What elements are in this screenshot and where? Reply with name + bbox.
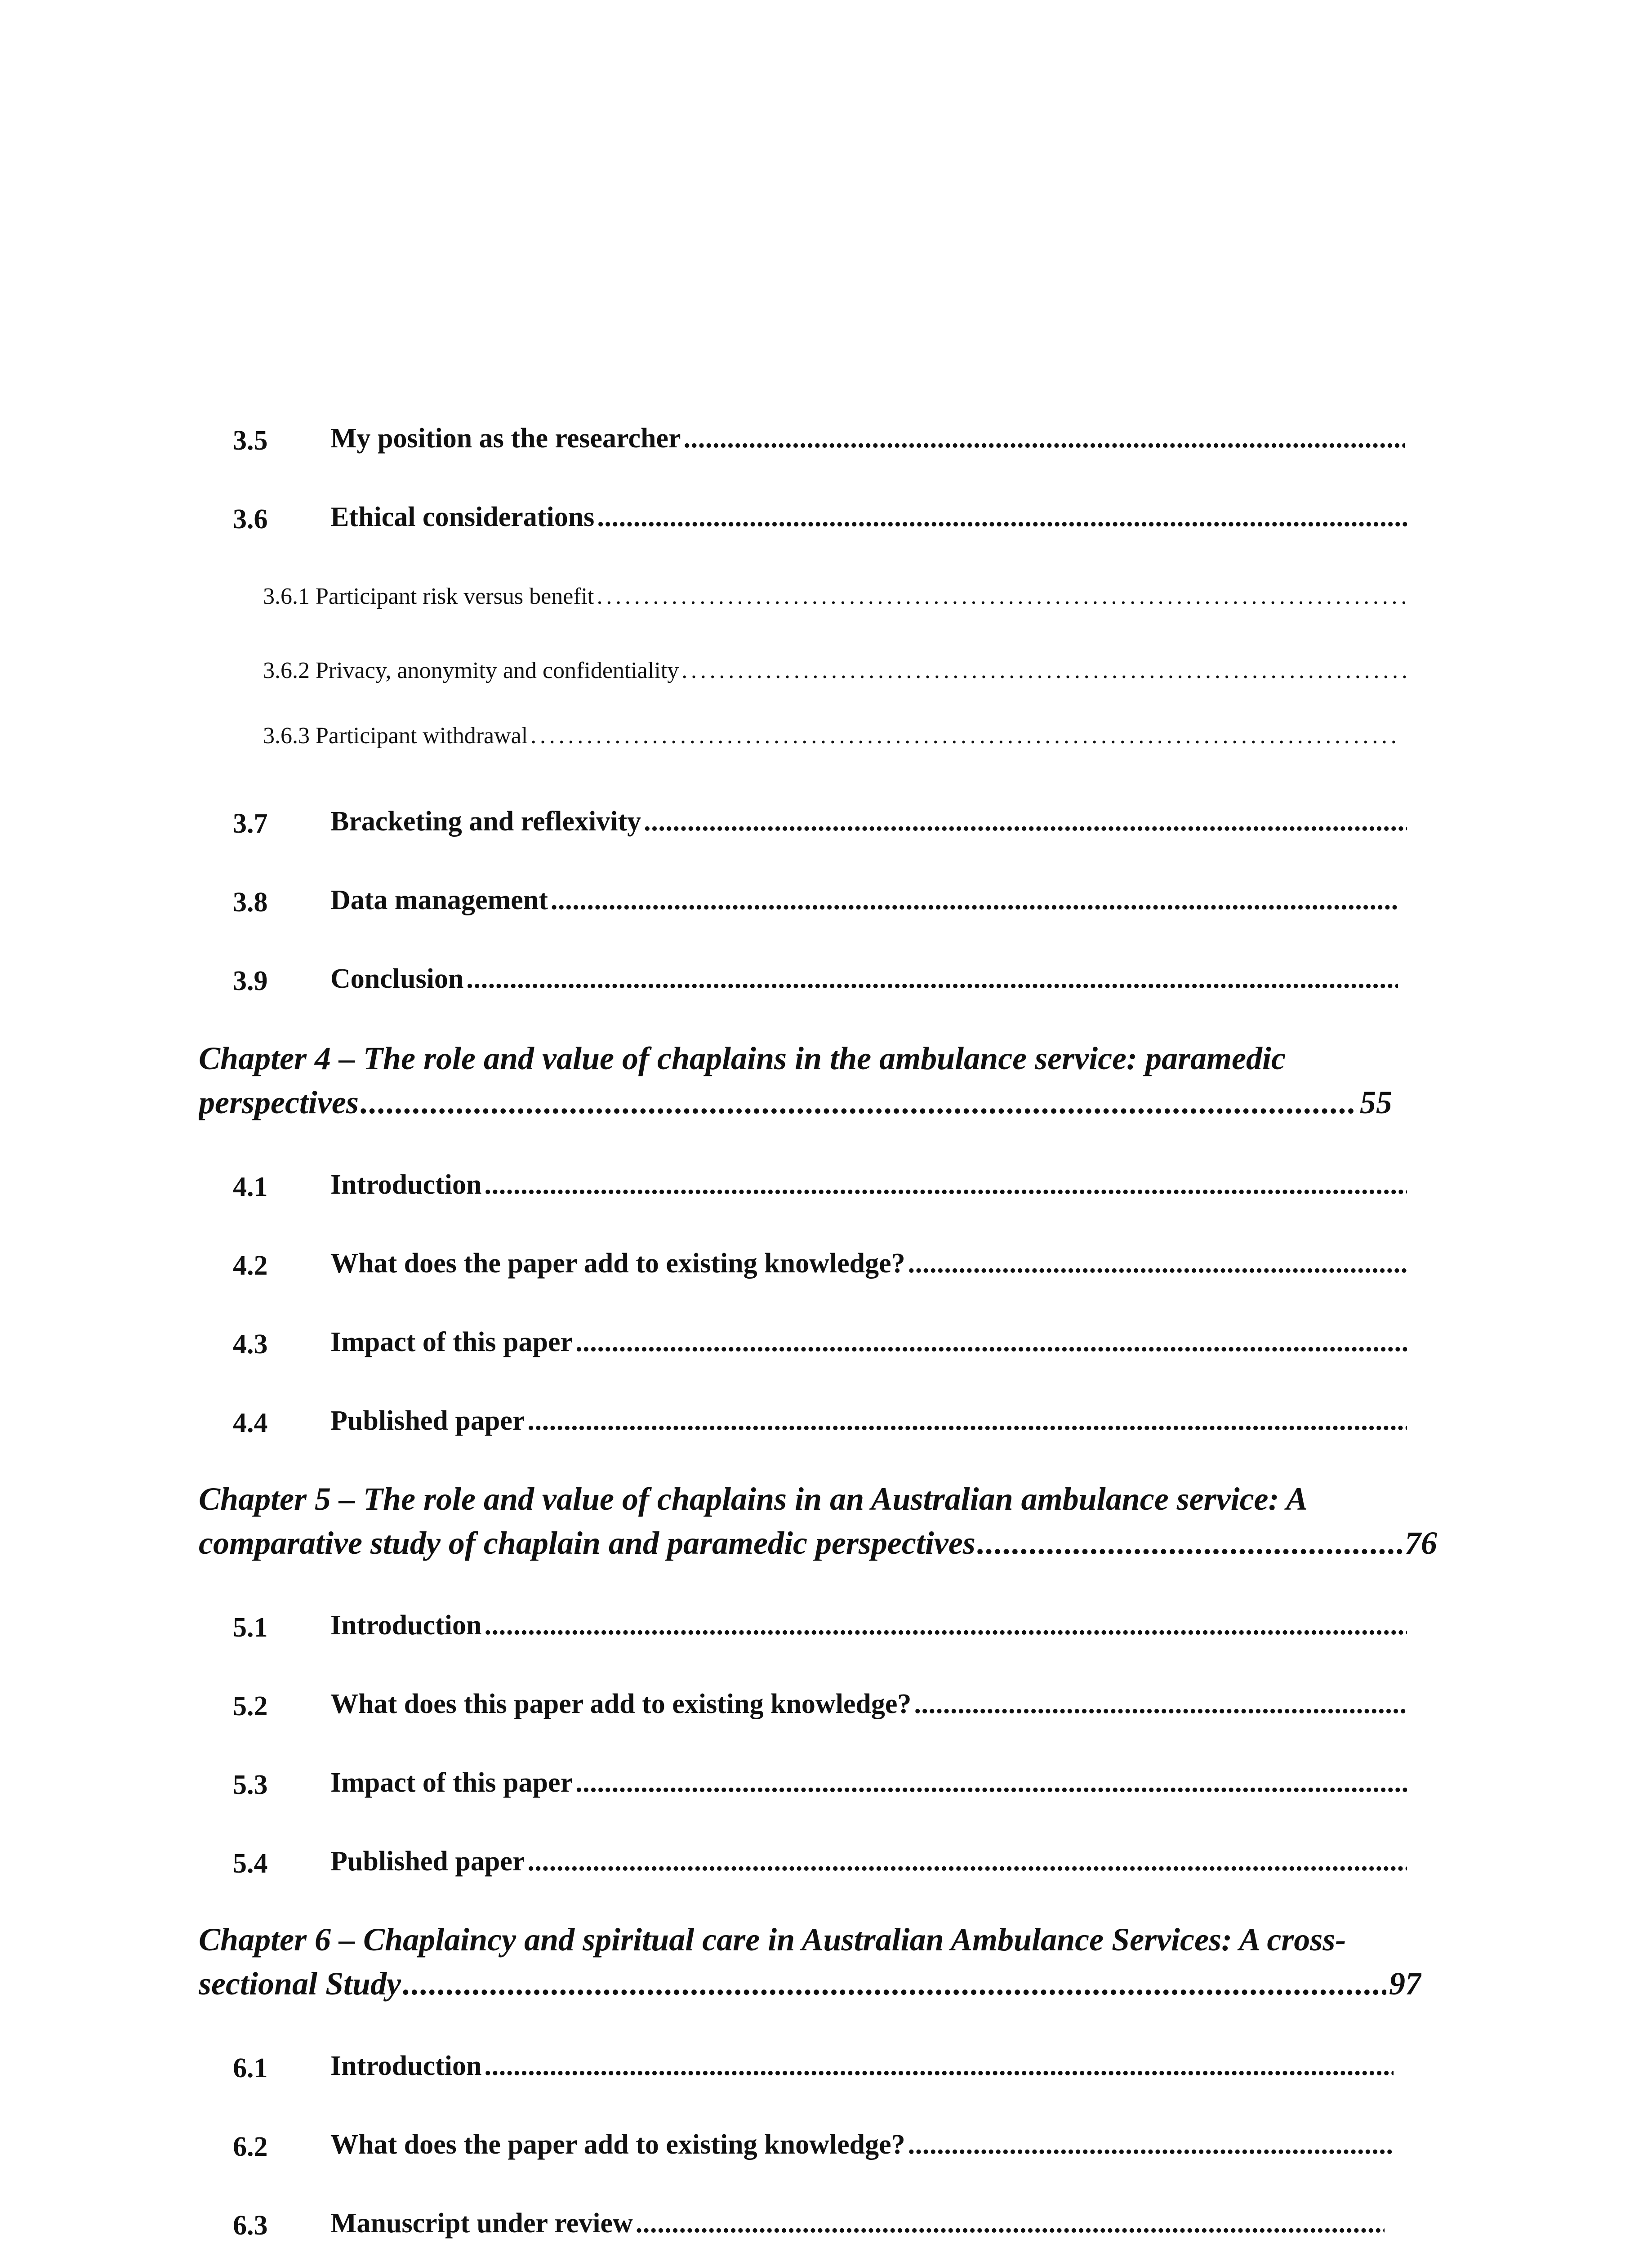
- toc-entry-4-4[interactable]: [330, 1405, 1407, 1445]
- toc-entry-3-7[interactable]: [330, 806, 1407, 846]
- toc-entry-title: 3.6.1 Participant risk versus benefit: [263, 584, 594, 609]
- chapter-title-line: Chapter 4 – The role and value of chaplains in the ambulance service: paramedic: [199, 1040, 1286, 1076]
- toc-entry-number: 3.5: [233, 425, 268, 456]
- dot-leader: [644, 806, 1407, 838]
- dot-leader: [597, 501, 1407, 533]
- toc-entry-4-2[interactable]: [330, 1248, 1407, 1288]
- dot-leader: [908, 1248, 1407, 1280]
- toc-entry-number: 5.2: [233, 1691, 268, 1722]
- toc-entry-5-1[interactable]: [330, 1610, 1407, 1650]
- toc-entry-title: Published paper: [330, 1405, 525, 1436]
- toc-entry-4-3[interactable]: [330, 1326, 1407, 1367]
- chapter-title-line: comparative study of chaplain and paramedic perspectives: [199, 1525, 975, 1561]
- toc-entry-number: 3.7: [233, 808, 268, 839]
- toc-entry-title: What does the paper add to existing knowledge?: [330, 1248, 905, 1279]
- toc-entry-number: 3.6: [233, 504, 268, 535]
- toc-entry-3-6[interactable]: [330, 501, 1407, 542]
- toc-entry-3-5[interactable]: [330, 423, 1405, 463]
- toc-entry-title: Introduction: [330, 1169, 482, 1200]
- toc-entry-title: What does this paper add to existing knowledge?: [330, 1689, 912, 1719]
- dot-leader: [361, 1080, 1357, 1124]
- page-number: 76: [1405, 1525, 1437, 1561]
- toc-entry-number: 6.3: [233, 2210, 268, 2241]
- toc-entry-number: 3.8: [233, 887, 268, 918]
- toc-entry-number: 3.9: [233, 966, 268, 996]
- toc-entry-number: 4.2: [233, 1250, 268, 1281]
- toc-entry-title: My position as the researcher: [330, 423, 681, 454]
- dot-leader: [575, 1326, 1407, 1358]
- dot-leader: [681, 657, 1407, 684]
- toc-entry-3-9[interactable]: [330, 963, 1398, 1004]
- toc-entry-title: Impact of this paper: [330, 1767, 573, 1798]
- dot-leader: [527, 1405, 1407, 1437]
- chapter-title-line: sectional Study: [199, 1966, 401, 2002]
- dot-leader: [575, 1767, 1407, 1799]
- toc-entry-number: 5.3: [233, 1770, 268, 1800]
- toc-entry-number: 4.3: [233, 1329, 268, 1360]
- chapter-title-line: perspectives: [199, 1084, 359, 1120]
- toc-chapter-5[interactable]: [199, 1477, 1437, 1565]
- toc-entry-5-3[interactable]: [330, 1767, 1407, 1807]
- toc-entry-3-6-3[interactable]: [263, 723, 1400, 758]
- toc-entry-number: 6.2: [233, 2132, 268, 2162]
- toc-entry-number: 4.4: [233, 1408, 268, 1438]
- page-number: 55: [1360, 1084, 1392, 1120]
- toc-entry-title: 3.6.3 Participant withdrawal: [263, 723, 528, 749]
- toc-entry-6-3[interactable]: [330, 2208, 1385, 2248]
- chapter-title-line: Chapter 6 – Chaplaincy and spiritual care in Australian Ambulance Services: A cross-: [199, 1922, 1346, 1958]
- toc-chapter-6[interactable]: [199, 1918, 1421, 2006]
- toc-entry-title: Bracketing and reflexivity: [330, 806, 641, 837]
- toc-entry-number: 5.1: [233, 1612, 268, 1643]
- dot-leader: [403, 1962, 1386, 2006]
- dot-leader: [977, 1521, 1402, 1565]
- dot-leader: [527, 1846, 1407, 1878]
- dot-leader: [683, 423, 1405, 455]
- dot-leader: [530, 723, 1400, 749]
- toc-entry-title: Conclusion: [330, 963, 464, 994]
- toc-entry-title: Data management: [330, 885, 548, 915]
- toc-chapter-4[interactable]: [199, 1036, 1392, 1124]
- toc-entry-number: 5.4: [233, 1848, 268, 1879]
- toc-entry-title: Manuscript under review: [330, 2208, 633, 2239]
- toc-entry-title: Introduction: [330, 2051, 482, 2081]
- dot-leader: [485, 1169, 1407, 1201]
- toc-entry-3-8[interactable]: [330, 884, 1398, 925]
- dot-leader: [908, 2129, 1394, 2161]
- dot-leader: [485, 1610, 1407, 1641]
- page-number: 97: [1389, 1966, 1421, 2002]
- toc-entry-title: What does the paper add to existing knowledge?: [330, 2129, 905, 2160]
- dot-leader: [914, 1688, 1407, 1720]
- toc-entry-title: Impact of this paper: [330, 1327, 573, 1357]
- toc-entry-number: 4.1: [233, 1172, 268, 1202]
- toc-entry-6-2[interactable]: [330, 2129, 1394, 2169]
- toc-entry-title: Ethical considerations: [330, 502, 595, 532]
- toc-entry-6-1[interactable]: [330, 2050, 1394, 2091]
- dot-leader: [636, 2208, 1385, 2239]
- toc-entry-title: Introduction: [330, 1610, 482, 1641]
- toc-entry-4-1[interactable]: [330, 1169, 1407, 1209]
- toc-entry-title: Published paper: [330, 1846, 525, 1877]
- dot-leader: [466, 963, 1398, 995]
- dot-leader: [551, 884, 1398, 916]
- toc-entry-3-6-2[interactable]: [263, 657, 1407, 693]
- toc-entry-3-6-1[interactable]: [263, 583, 1407, 619]
- dot-leader: [485, 2050, 1394, 2082]
- dot-leader: [597, 583, 1407, 610]
- toc-entry-title: 3.6.2 Privacy, anonymity and confidentiality: [263, 658, 679, 683]
- toc-entry-5-4[interactable]: [330, 1846, 1407, 1886]
- toc-entry-5-2[interactable]: [330, 1688, 1407, 1729]
- toc-entry-number: 6.1: [233, 2053, 268, 2083]
- chapter-title-line: Chapter 5 – The role and value of chaplains in an Australian ambulance service: A: [199, 1481, 1308, 1517]
